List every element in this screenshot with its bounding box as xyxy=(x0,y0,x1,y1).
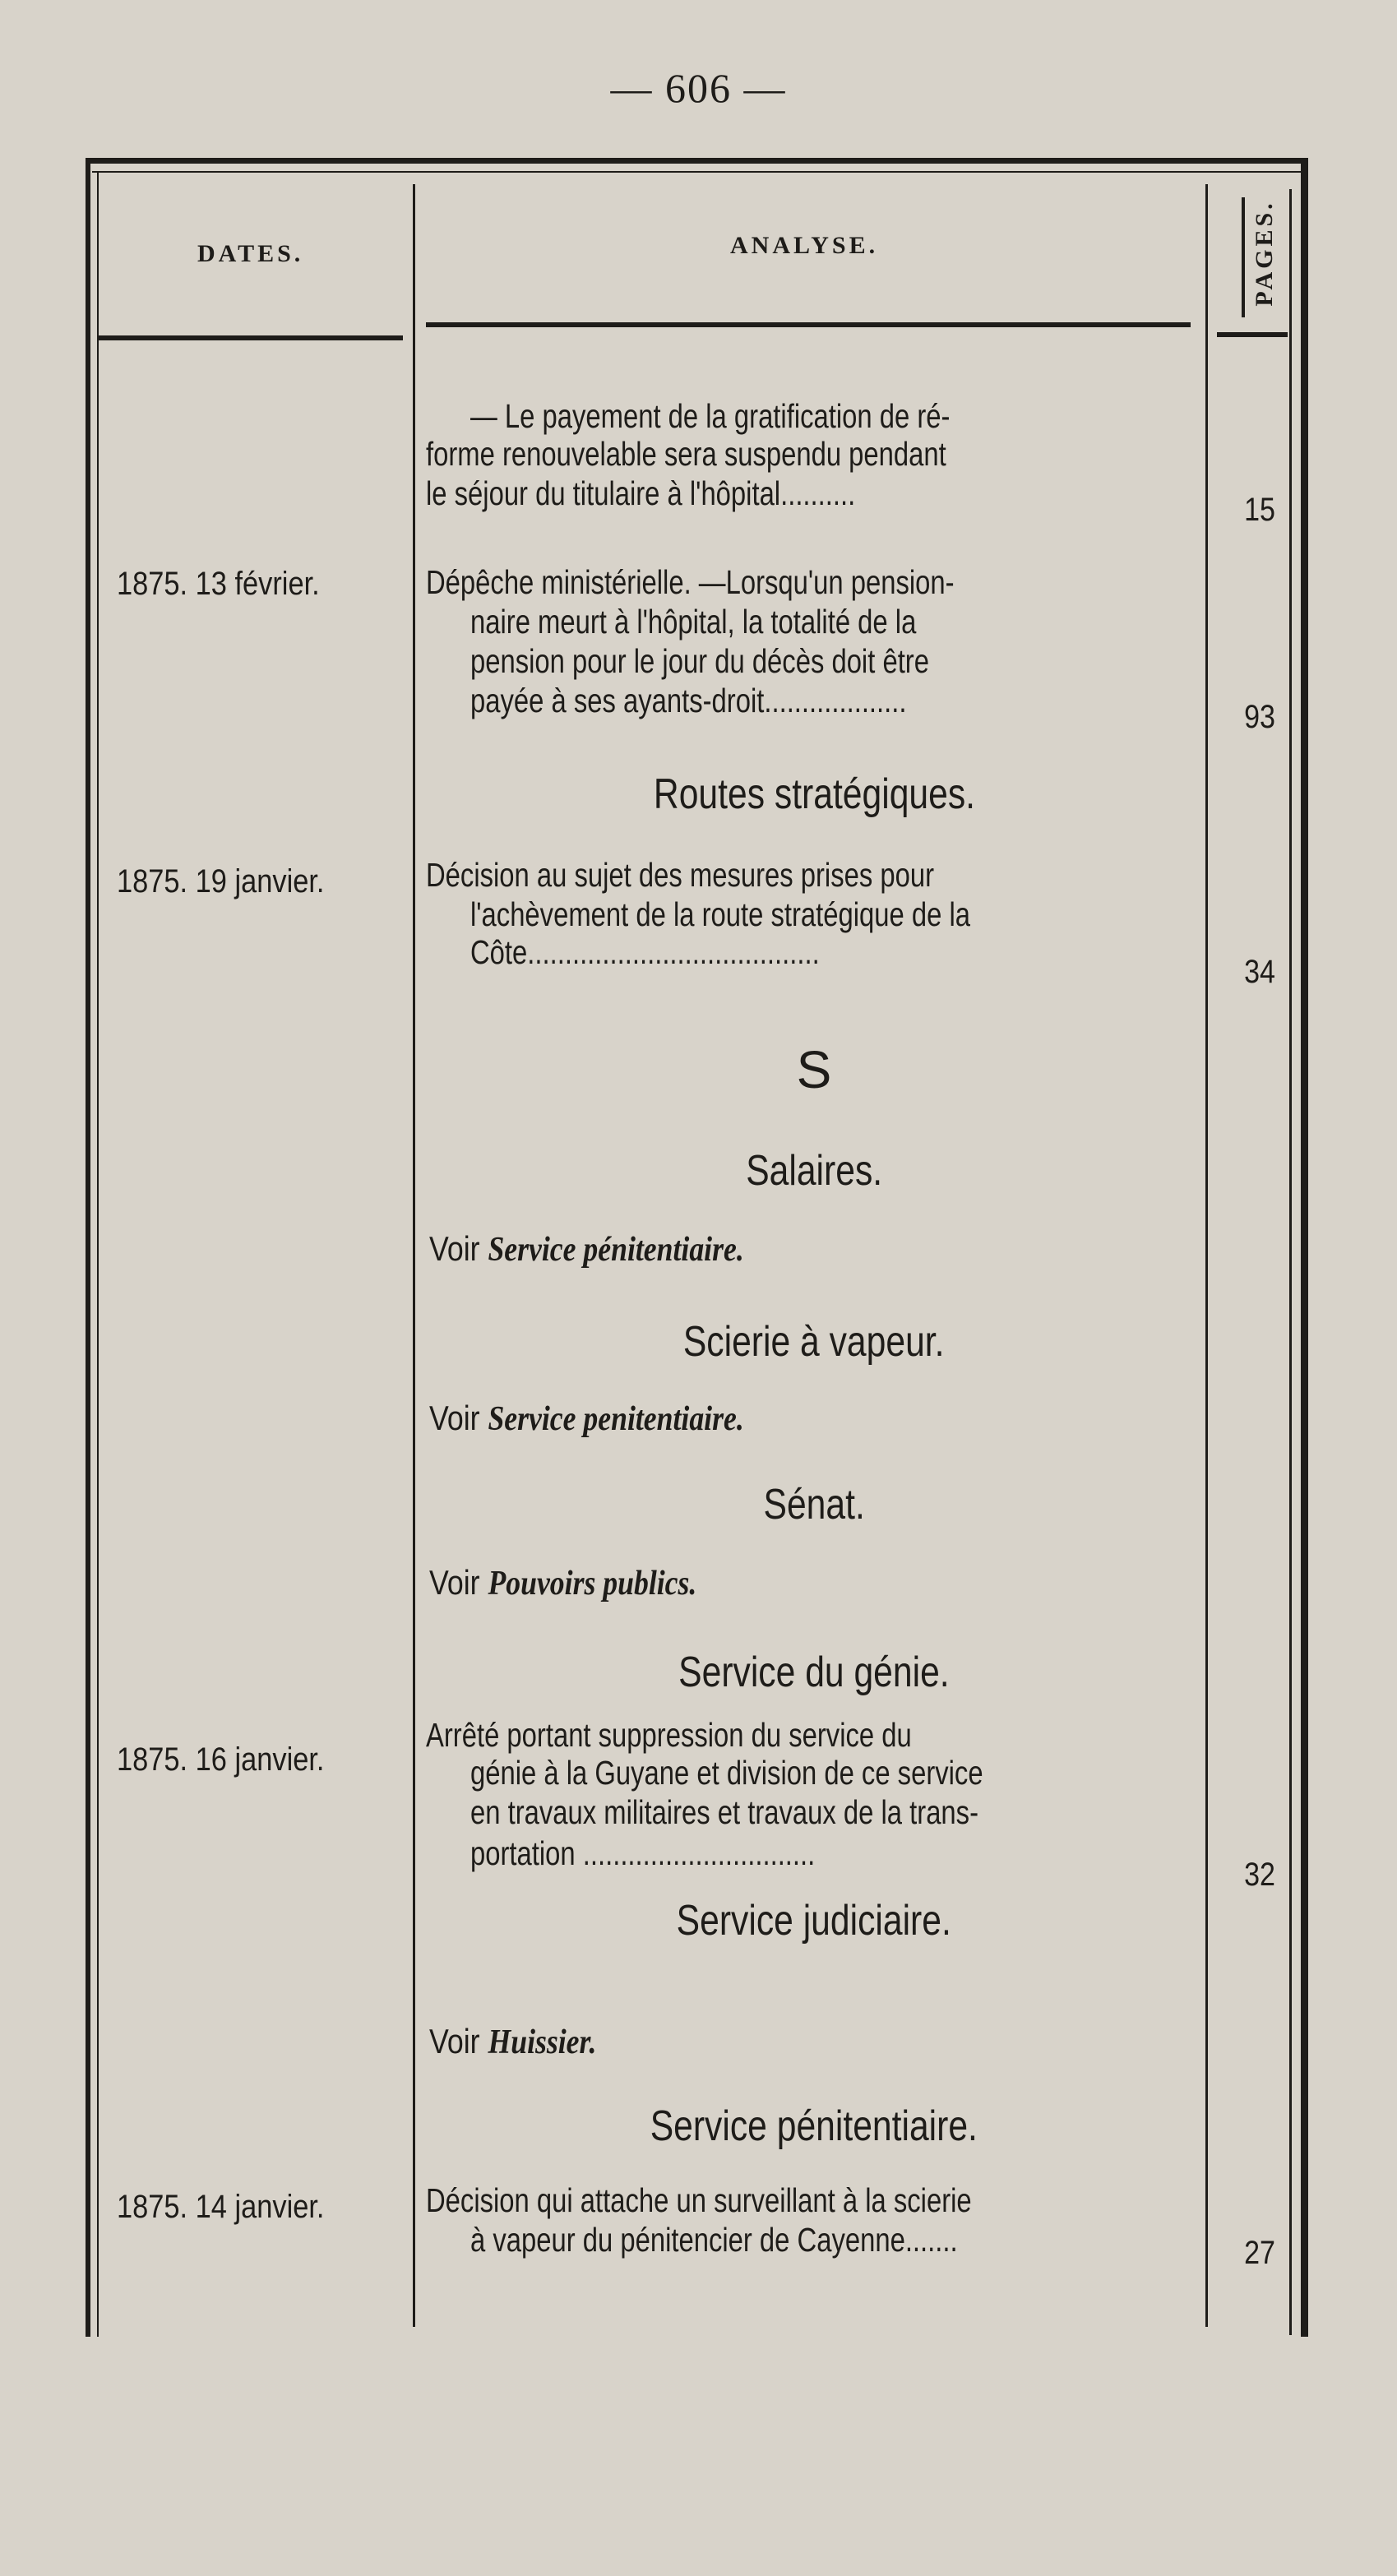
right-outer-rule xyxy=(1301,158,1308,2337)
see-also: Voir Pouvoirs publics. xyxy=(429,1563,697,1602)
page-ref: 27 xyxy=(1244,2235,1275,2271)
entry-date: 1875. 16 janvier. xyxy=(117,1741,325,1778)
entry-line: génie à la Guyane et division de ce service xyxy=(470,1754,983,1792)
page-ref: 34 xyxy=(1244,954,1275,990)
right-inner-rule xyxy=(1289,189,1292,2335)
section-title: Scierie à vapeur. xyxy=(683,1318,945,1366)
left-inner-rule xyxy=(97,173,99,2337)
dates-header-underline xyxy=(99,335,403,340)
entry-line: Arrêté portant suppression du service du xyxy=(426,1716,912,1754)
analyse-header: ANALYSE. xyxy=(730,232,879,259)
entry-line: en travaux militaires et travaux de la trans- xyxy=(470,1793,978,1831)
section-title: Sénat. xyxy=(763,1481,865,1528)
entry-line: Décision qui attache un surveillant à la scierie xyxy=(426,2181,972,2219)
dates-header: DATES. xyxy=(197,240,304,267)
entry-line: à vapeur du pénitencier de Cayenne....... xyxy=(470,2221,958,2259)
see-also-ref: Service penitentiaire. xyxy=(488,1400,744,1438)
section-title: Service judiciaire. xyxy=(676,1897,952,1945)
top-rule-thin xyxy=(92,171,1301,173)
see-also-ref: Huissier. xyxy=(488,2023,597,2061)
page-ref: 15 xyxy=(1244,492,1275,528)
entry-line: Décision au sujet des mesures prises pour xyxy=(426,856,935,894)
top-rule xyxy=(86,158,1304,164)
entry-line: naire meurt à l'hôpital, la totalité de la xyxy=(470,603,917,641)
see-also: Voir Service pénitentiaire. xyxy=(429,1229,744,1269)
see-also-ref: Pouvoirs publics. xyxy=(488,1565,697,1602)
entry-line: le séjour du titulaire à l'hôpital.......... xyxy=(426,474,856,512)
entry-line: forme renouvelable sera suspendu pendant xyxy=(426,435,946,473)
entry-line: l'achèvement de la route stratégique de la xyxy=(470,895,970,933)
analyse-column-rule xyxy=(1205,184,1208,2327)
entry-line: payée à ses ayants-droit................... xyxy=(470,682,907,719)
analyse-header-underline xyxy=(426,322,1191,327)
see-also: Voir Service penitentiaire. xyxy=(429,1399,744,1438)
entry-date: 1875. 14 janvier. xyxy=(117,2189,325,2225)
page-ref: 32 xyxy=(1244,1857,1275,1893)
page-ref: 93 xyxy=(1244,699,1275,735)
entry-line: pension pour le jour du décès doit être xyxy=(470,642,929,680)
entry-line: Dépêche ministérielle. —Lorsqu'un pension- xyxy=(426,563,955,601)
left-outer-rule xyxy=(86,158,90,2337)
dates-column-rule xyxy=(413,184,415,2327)
see-also-ref: Service pénitentiaire. xyxy=(488,1231,744,1269)
entry-line: portation ............................... xyxy=(470,1834,816,1872)
pages-header-underline xyxy=(1217,332,1288,337)
section-title: Service pénitentiaire. xyxy=(650,2102,978,2150)
entry-line: Côte....................................... xyxy=(470,933,820,971)
page-number: — 606 — xyxy=(610,65,787,111)
entry-date: 1875. 19 janvier. xyxy=(117,863,325,900)
section-title: Service du génie. xyxy=(678,1649,950,1696)
section-title: Routes stratégiques. xyxy=(653,770,975,818)
entry-line: — Le payement de la gratification de ré- xyxy=(470,397,951,435)
section-letter: S xyxy=(796,1040,832,1099)
section-title: Salaires. xyxy=(746,1147,882,1195)
entry-date: 1875. 13 février. xyxy=(117,566,320,602)
pages-header: PAGES. xyxy=(1251,200,1278,307)
see-also: Voir Huissier. xyxy=(429,2022,597,2061)
